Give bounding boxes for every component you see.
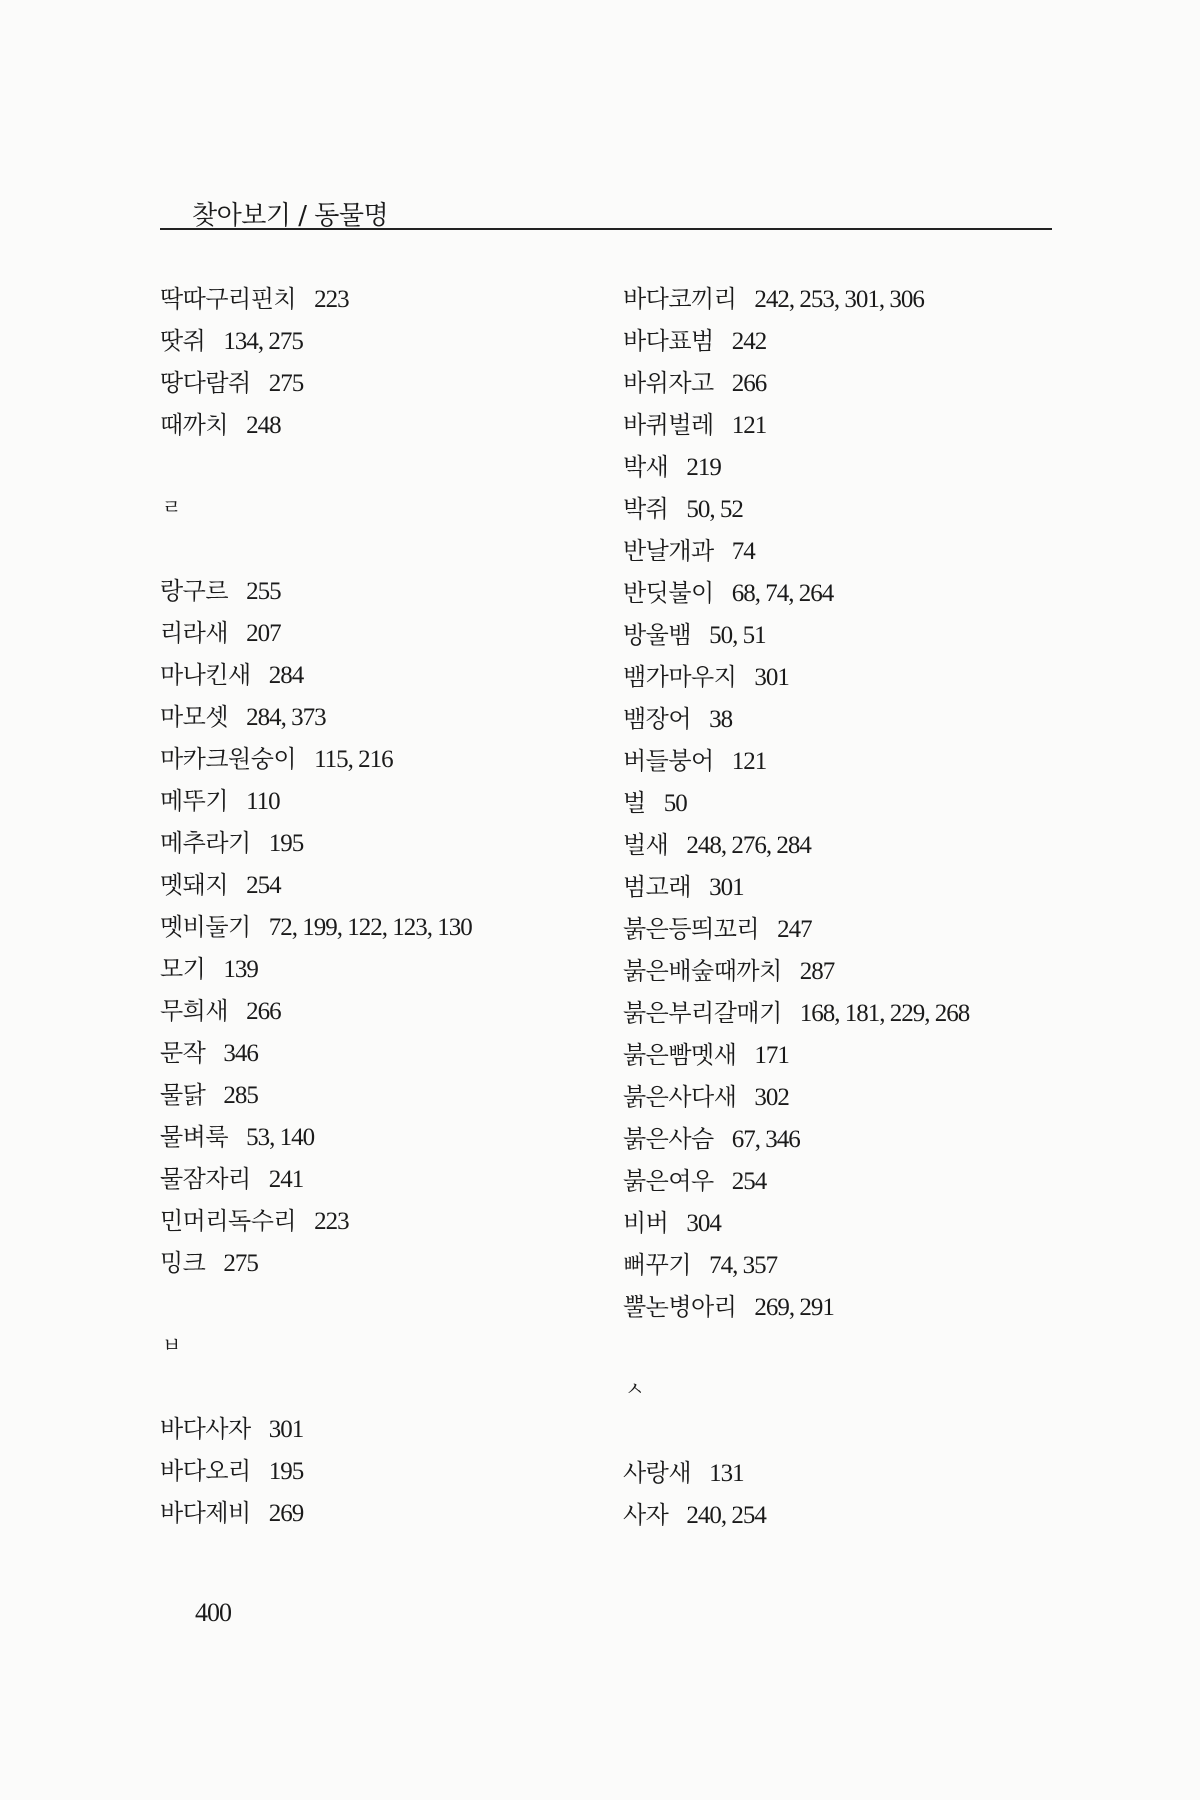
entry-pages: 207	[246, 620, 281, 647]
entry-term: 민머리독수리	[160, 1207, 297, 1235]
entry-pages: 134, 275	[223, 328, 303, 355]
spacer	[160, 1366, 600, 1408]
entry-term: 붉은등띄꼬리	[623, 915, 760, 943]
entry-term: 마나킨새	[160, 661, 251, 689]
entry-pages: 50, 51	[709, 622, 766, 649]
entry-term: 박새	[623, 453, 669, 481]
entry-pages: 284	[268, 662, 304, 689]
index-entry	[160, 654, 600, 696]
index-entry	[160, 1492, 600, 1534]
entry-pages: 304	[686, 1210, 721, 1237]
entry-term: 멧비둘기	[160, 913, 251, 941]
entry-pages: 302	[754, 1084, 789, 1111]
entry-term: 붉은배숲때까치	[623, 957, 782, 985]
index-entry	[160, 1242, 600, 1284]
index-entry	[623, 656, 1063, 698]
entry-term: 땅다람쥐	[160, 369, 251, 397]
index-column-right	[623, 278, 1063, 1536]
entry-pages: 275	[268, 370, 304, 397]
spacer	[160, 528, 600, 570]
entry-pages: 74	[731, 538, 755, 565]
index-entry	[623, 530, 1063, 572]
entry-term: 비버	[623, 1209, 669, 1237]
entry-term: 바다표범	[623, 327, 714, 355]
entry-term: 땃쥐	[160, 327, 206, 355]
entry-term: 붉은부리갈매기	[623, 999, 782, 1027]
entry-pages: 242, 253, 301, 306	[754, 286, 924, 313]
entry-term: 벌새	[623, 831, 669, 859]
entry-pages: 241	[268, 1166, 304, 1193]
entry-pages: 121	[731, 412, 767, 439]
entry-term: 바다사자	[160, 1415, 251, 1443]
entry-pages: 171	[754, 1042, 789, 1069]
index-entry	[160, 990, 600, 1032]
entry-pages: 242	[731, 328, 767, 355]
spacer	[160, 446, 600, 486]
index-entry	[160, 864, 600, 906]
entry-term: 붉은사다새	[623, 1083, 737, 1111]
entry-pages: 240, 254	[686, 1502, 766, 1529]
index-entry	[623, 866, 1063, 908]
index-entry	[160, 1450, 600, 1492]
entry-pages: 248, 276, 284	[686, 832, 811, 859]
index-entry	[160, 696, 600, 738]
entry-term: 멧돼지	[160, 871, 229, 899]
index-entry	[623, 908, 1063, 950]
entry-pages: 68, 74, 264	[731, 580, 834, 607]
entry-pages: 223	[314, 286, 349, 313]
entry-term: 마카크원숭이	[160, 745, 297, 773]
entry-term: 문작	[160, 1039, 206, 1067]
entry-pages: 195	[268, 1458, 304, 1485]
section-heading-r: ㄹ	[162, 495, 182, 519]
entry-term: 메뚜기	[160, 787, 229, 815]
index-entry	[623, 782, 1063, 824]
entry-pages: 287	[799, 958, 835, 985]
entry-pages: 110	[246, 788, 280, 815]
index-entry	[623, 1452, 1063, 1494]
entry-pages: 254	[731, 1168, 767, 1195]
entry-pages: 248	[246, 412, 281, 439]
index-entry	[160, 1200, 600, 1242]
index-entry	[623, 1286, 1063, 1328]
index-entry	[623, 1494, 1063, 1536]
entry-pages: 50	[663, 790, 687, 817]
index-entry	[160, 1408, 600, 1450]
index-entry	[623, 1076, 1063, 1118]
entry-term: 바퀴벌레	[623, 411, 714, 439]
entry-pages: 38	[709, 706, 733, 733]
entry-pages: 115, 216	[314, 746, 393, 773]
index-entry	[623, 404, 1063, 446]
index-entry	[160, 1116, 600, 1158]
entry-pages: 168, 181, 229, 268	[799, 1000, 970, 1027]
index-entry	[623, 278, 1063, 320]
entry-term: 버들붕어	[623, 747, 714, 775]
index-entry	[623, 614, 1063, 656]
entry-term: 밍크	[160, 1249, 206, 1277]
entry-term: 메추라기	[160, 829, 251, 857]
index-entry	[160, 278, 600, 320]
entry-term: 물잠자리	[160, 1165, 251, 1193]
entry-pages: 269, 291	[754, 1294, 834, 1321]
entry-pages: 219	[686, 454, 721, 481]
entry-term: 붉은사슴	[623, 1125, 714, 1153]
entry-pages: 50, 52	[686, 496, 743, 523]
entry-term: 뻐꾸기	[623, 1251, 692, 1279]
index-entry	[623, 1034, 1063, 1076]
index-entry	[623, 1244, 1063, 1286]
entry-term: 사자	[623, 1501, 669, 1529]
index-entry	[623, 446, 1063, 488]
entry-pages: 255	[246, 578, 281, 605]
index-entry	[623, 740, 1063, 782]
entry-pages: 275	[223, 1250, 258, 1277]
page-number: 400	[195, 1598, 231, 1627]
index-entry	[160, 738, 600, 780]
entry-term: 사랑새	[623, 1459, 692, 1487]
entry-pages: 269	[268, 1500, 304, 1527]
entry-term: 바다오리	[160, 1457, 251, 1485]
entry-term: 바다제비	[160, 1499, 251, 1527]
index-entry	[160, 1074, 600, 1116]
index-entry	[623, 992, 1063, 1034]
entry-term: 물닭	[160, 1081, 206, 1109]
index-entry	[160, 1032, 600, 1074]
entry-pages: 266	[731, 370, 767, 397]
entry-pages: 195	[268, 830, 304, 857]
index-entry	[623, 362, 1063, 404]
index-entry	[160, 570, 600, 612]
spacer	[623, 1410, 1063, 1452]
page-header-title: 찾아보기 / 동물명	[192, 201, 389, 231]
spacer	[160, 1284, 600, 1324]
entry-pages: 266	[246, 998, 281, 1025]
entry-term: 모기	[160, 955, 206, 983]
entry-term: 방울뱀	[623, 621, 692, 649]
entry-pages: 72, 199, 122, 123, 130	[268, 914, 472, 941]
index-entry	[623, 1202, 1063, 1244]
entry-pages: 284, 373	[246, 704, 326, 731]
index-entry	[623, 1118, 1063, 1160]
index-entry	[160, 320, 600, 362]
header-rule	[160, 228, 1052, 230]
entry-term: 반딧불이	[623, 579, 714, 607]
entry-term: 무희새	[160, 997, 229, 1025]
entry-pages: 301	[754, 664, 789, 691]
index-entry	[160, 822, 600, 864]
entry-term: 뿔논병아리	[623, 1293, 737, 1321]
index-column-left	[160, 278, 600, 1534]
index-entry	[623, 698, 1063, 740]
index-entry	[160, 362, 600, 404]
index-entry	[160, 1158, 600, 1200]
entry-term: 뱀가마우지	[623, 663, 737, 691]
entry-term: 박쥐	[623, 495, 669, 523]
entry-term: 랑구르	[160, 577, 229, 605]
entry-term: 범고래	[623, 873, 692, 901]
entry-pages: 301	[709, 874, 744, 901]
entry-pages: 53, 140	[246, 1124, 315, 1151]
entry-term: 물벼룩	[160, 1123, 229, 1151]
entry-term: 바다코끼리	[623, 285, 737, 313]
index-entry	[160, 948, 600, 990]
entry-term: 마모셋	[160, 703, 229, 731]
entry-term: 붉은빰멧새	[623, 1041, 737, 1069]
section-heading-b: ㅂ	[162, 1333, 182, 1357]
index-entry	[623, 572, 1063, 614]
entry-term: 반날개과	[623, 537, 714, 565]
entry-pages: 346	[223, 1040, 258, 1067]
index-entry	[160, 612, 600, 654]
entry-term: 바위자고	[623, 369, 714, 397]
index-entry	[623, 950, 1063, 992]
entry-pages: 254	[246, 872, 281, 899]
entry-pages: 247	[777, 916, 812, 943]
index-entry	[160, 780, 600, 822]
index-entry	[623, 320, 1063, 362]
entry-pages: 285	[223, 1082, 258, 1109]
entry-term: 뱀장어	[623, 705, 692, 733]
entry-term: 붉은여우	[623, 1167, 714, 1195]
index-entry	[623, 824, 1063, 866]
entry-term: 딱따구리핀치	[160, 285, 297, 313]
section-heading-s: ㅅ	[625, 1377, 645, 1401]
entry-pages: 223	[314, 1208, 349, 1235]
entry-pages: 67, 346	[731, 1126, 800, 1153]
entry-term: 벌	[623, 789, 646, 817]
entry-pages: 74, 357	[709, 1252, 778, 1279]
index-entry	[160, 906, 600, 948]
index-entry	[160, 404, 600, 446]
index-entry	[623, 488, 1063, 530]
entry-pages: 121	[731, 748, 767, 775]
entry-term: 때까치	[160, 411, 229, 439]
spacer	[623, 1328, 1063, 1368]
entry-pages: 131	[709, 1460, 744, 1487]
index-entry	[623, 1160, 1063, 1202]
entry-pages: 301	[268, 1416, 304, 1443]
entry-term: 리라새	[160, 619, 229, 647]
entry-pages: 139	[223, 956, 258, 983]
